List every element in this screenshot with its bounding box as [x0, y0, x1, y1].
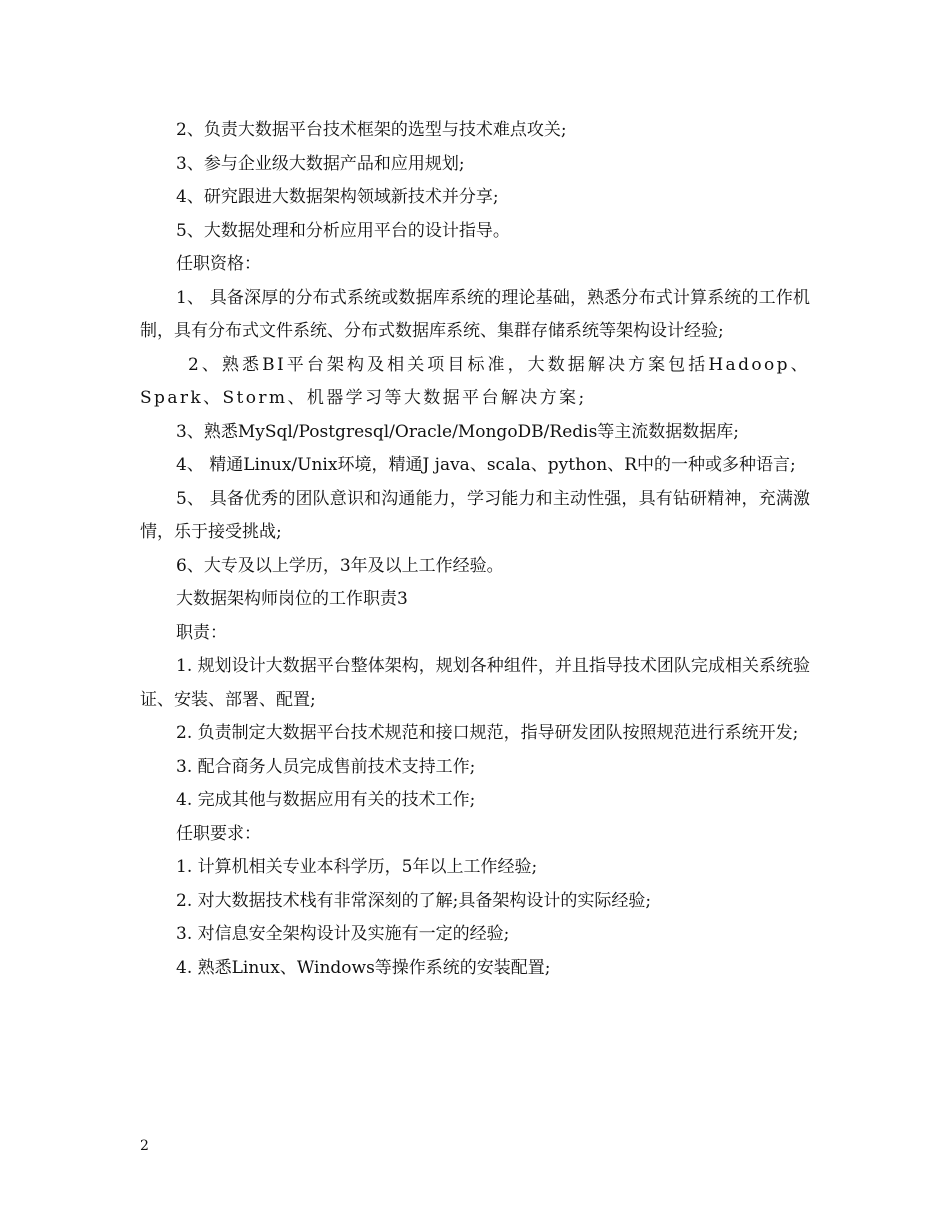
duty-item-4: 4、研究跟进大数据架构领域新技术并分享;: [176, 187, 499, 207]
page-number: 2: [140, 1138, 149, 1154]
responsibility-item-2: 2. 负责制定大数据平台技术规范和接口规范，指导研发团队按照规范进行系统开发;: [176, 723, 799, 743]
responsibility-item-3: 3. 配合商务人员完成售前技术支持工作;: [176, 756, 476, 777]
requirement-item-3: 3. 对信息安全架构设计及实施有一定的经验;: [176, 924, 510, 944]
duty-item-3: 3、参与企业级大数据产品和应用规划;: [176, 153, 465, 174]
qualification-item-4: 4、 精通Linux/Unix环境，精通J java、scala、python、R中的一种或多种语言;: [176, 455, 796, 475]
duty-item-2: 2、负责大数据平台技术框架的选型与技术难点攻关;: [176, 120, 567, 140]
qualification-item-5: 5、 具备优秀的团队意识和沟通能力，学习能力和主动性强，具有钻研精神，充满激情，乐于接受挑战;: [140, 488, 810, 542]
responsibility-item-4: 4. 完成其他与数据应用有关的技术工作;: [176, 790, 476, 810]
qualification-item-2: 2、熟悉BI平台架构及相关项目标准，大数据解决方案包括Hadoop、Spark、Storm、机器学习等大数据平台解决方案;: [140, 354, 810, 408]
qualification-item-6: 6、大专及以上学历，3年及以上工作经验。: [176, 555, 504, 576]
document-body: [140, 114, 810, 985]
requirements-heading: 任职要求：: [176, 823, 261, 844]
section-title: 大数据架构师岗位的工作职责3: [176, 589, 408, 609]
requirement-item-2: 2. 对大数据技术栈有非常深刻的了解;具备架构设计的实际经验;: [176, 890, 652, 911]
responsibility-item-1: 1. 规划设计大数据平台整体架构，规划各种组件，并且指导技术团队完成相关系统验证、安装、部署、配置;: [140, 656, 810, 710]
qualifications-heading: 任职资格：: [176, 254, 261, 274]
qualification-item-1: 1、 具备深厚的分布式系统或数据库系统的理论基础，熟悉分布式计算系统的工作机制，具有分布式文件系统、分布式数据库系统、集群存储系统等架构设计经验;: [140, 287, 810, 341]
qualification-item-3: 3、熟悉MySql/Postgresql/Oracle/MongoDB/Redis等主流数据数据库;: [176, 421, 740, 442]
requirement-item-1: 1. 计算机相关专业本科学历，5年以上工作经验;: [176, 857, 538, 877]
responsibilities-heading: 职责：: [176, 622, 227, 643]
duty-item-5: 5、大数据处理和分析应用平台的设计指导。: [176, 220, 510, 241]
requirement-item-4: 4. 熟悉Linux、Windows等操作系统的安装配置;: [176, 957, 551, 978]
